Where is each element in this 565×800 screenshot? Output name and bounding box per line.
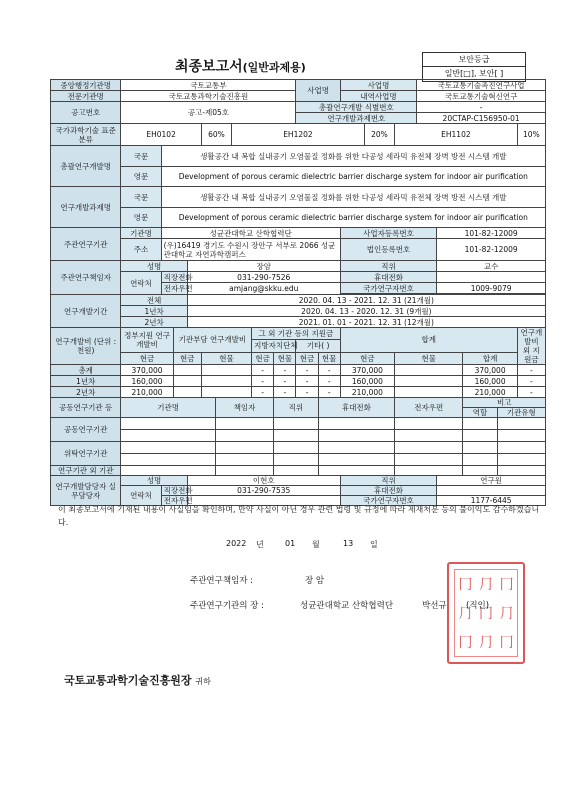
budget-cell: 160,000	[121, 376, 173, 387]
sign-head-name: 박선규	[422, 601, 447, 611]
budget-cell	[395, 376, 463, 387]
notice-value: 공고-제05호	[121, 102, 296, 124]
dept-label: 중앙행정기관명	[51, 80, 121, 91]
addr-label: 주소	[121, 239, 161, 261]
total-id-label: 총괄연구개발 식별번호	[296, 102, 417, 113]
budget-cell: -	[296, 387, 318, 398]
pi-nrid-value: 1009-9079	[437, 283, 546, 294]
project-id-value: 20CTAP-C156950-01	[417, 113, 546, 124]
budget-cell: -	[274, 387, 296, 398]
reg-value: 101-82-12009	[437, 228, 546, 239]
budget-row-total	[51, 365, 546, 376]
total-name-label: 총괄연구개발명	[51, 146, 121, 187]
budget-extra-label: 연구개발비 외 지원금	[517, 328, 545, 365]
staff-nrid-value: 1177-6445	[437, 496, 546, 506]
official-seal-stamp	[447, 562, 525, 664]
project-eng-label: 영문	[121, 208, 161, 228]
budget-row-y1	[51, 376, 546, 387]
pi-email-value: amjang@skku.edu	[187, 283, 340, 295]
staff-name-value: 이현호	[187, 476, 340, 486]
security-label: 보안등급	[423, 53, 525, 67]
budget-inst-inkind: 현물	[201, 352, 251, 364]
pi-title-label: 직위	[340, 261, 437, 272]
period-label: 연구개발기간	[51, 295, 121, 328]
budget-cell	[395, 365, 463, 376]
agency-label: 전문기관명	[51, 91, 121, 102]
footer-suffix: 귀하	[195, 677, 211, 686]
budget-row-label: 총계	[51, 365, 121, 376]
staff-name-label: 성명	[121, 476, 187, 486]
budget-sum-cash: 현금	[340, 352, 394, 364]
joint-note-col: 비고	[463, 398, 546, 408]
budget-sum-label: 합계	[340, 328, 517, 353]
budget-cell: -	[252, 365, 274, 376]
budget-cell: -	[252, 376, 274, 387]
budget-sum-total: 합계	[463, 352, 517, 364]
budget-inst-cash: 현금	[173, 352, 201, 364]
joint-email-col: 전자우편	[395, 398, 463, 418]
project-kor-name: 생활공간 내 복합 실내공기 오염물질 정화를 위한 다공성 세라믹 유전체 장벽 방전 시스템 개발	[161, 187, 545, 208]
budget-local-inkind: 현물	[274, 352, 296, 364]
budget-cell: 210,000	[121, 387, 173, 398]
pi-email-label: 전자우편	[161, 283, 187, 295]
budget-local-cash: 현금	[252, 352, 274, 364]
period-all-value: 2020. 04. 13 - 2021. 12. 31 (21개월)	[187, 295, 545, 306]
budget-cell: -	[318, 376, 340, 387]
staff-contact-label: 연락처	[121, 486, 161, 506]
std-class-2: EH1202	[231, 124, 364, 146]
pi-name-label: 성명	[121, 261, 187, 272]
pi-title-value: 교수	[437, 261, 546, 272]
budget-cell: -	[517, 365, 545, 376]
pi-tel-label: 직장전화	[161, 272, 187, 283]
staff-mobile-value	[437, 486, 546, 496]
total-id-value: -	[417, 102, 546, 113]
budget-cell: -	[517, 387, 545, 398]
budget-cell: 370,000	[463, 365, 517, 376]
budget-etc-inkind: 현물	[318, 352, 340, 364]
pi-mobile-label: 휴대전화	[340, 272, 437, 283]
total-eng-label: 영문	[121, 167, 161, 187]
std-class-3: EH1102	[395, 124, 518, 146]
period-all-label: 전체	[121, 295, 187, 306]
joint-row-1-label: 공동연구기관	[51, 418, 121, 442]
staff-label: 연구개발담당자 실무담당자	[51, 476, 121, 506]
staff-mobile-label: 휴대전화	[340, 486, 437, 496]
notice-label: 공고번호	[51, 102, 121, 124]
budget-cell: -	[318, 365, 340, 376]
budget-cell: -	[296, 365, 318, 376]
budget-cell	[395, 387, 463, 398]
budget-inst-label: 기관부담 연구개발비	[173, 328, 251, 353]
project-id-label: 연구개발과제번호	[296, 113, 417, 124]
budget-cell: -	[318, 387, 340, 398]
period-y1-value: 2020. 04. 13 - 2020. 12. 31 (9개월)	[187, 306, 545, 317]
staff-tel-value: 031-290-7535	[187, 486, 340, 496]
budget-cell	[173, 387, 201, 398]
biz-name-value: 국토교통기술촉진연구사업	[417, 80, 546, 91]
joint-name-col: 기관명	[121, 398, 216, 418]
total-kor-name: 생활공간 내 복합 실내공기 오염물질 정화를 위한 다공성 세라믹 유전체 장벽 방전 시스템 개발	[161, 146, 545, 167]
joint-label: 공동연구기관 등	[51, 398, 121, 418]
budget-cell	[201, 365, 251, 376]
budget-sum-inkind: 현물	[395, 352, 463, 364]
business-label: 사업명	[296, 80, 340, 102]
date-day-unit: 일	[370, 540, 378, 549]
footer-org: 국토교통과학기술진흥원장	[64, 674, 192, 687]
report-form-table	[50, 79, 546, 506]
budget-cell: 210,000	[340, 387, 394, 398]
std-class-label: 국가과학기술 표준분류	[51, 124, 121, 146]
budget-cell: 160,000	[340, 376, 394, 387]
budget-cell: -	[274, 365, 296, 376]
dept-value: 국토교통부	[121, 80, 296, 91]
total-eng-name: Development of porous ceramic dielectric barrier discharge system for indoor air purification	[161, 167, 545, 187]
budget-row-label: 1년차	[51, 376, 121, 387]
joint-type-col: 기관유형	[497, 408, 545, 418]
title-sub: (일반과제용)	[242, 61, 306, 74]
org-label: 주관연구기관	[51, 228, 121, 261]
corp-value: 101-82-12009	[437, 239, 546, 261]
staff-email-label: 전자우편	[161, 496, 187, 506]
pi-nrid-label: 국가연구자번호	[340, 283, 437, 294]
budget-cell: -	[296, 376, 318, 387]
detail-label: 내역사업명	[340, 91, 416, 102]
inst-value: 성균관대학교 산학협력단	[161, 228, 340, 239]
budget-cell: 210,000	[463, 387, 517, 398]
seal-pattern: 冂 ⺆ 冂 ⺆ 冂 ⺆ 冂 ⺆ 冂	[454, 569, 518, 657]
staff-nrid-label: 국가연구자번호	[340, 496, 437, 506]
budget-cell: 370,000	[340, 365, 394, 376]
staff-title-label: 직위	[340, 476, 437, 486]
budget-label: 연구개발비 (단위 : 천원)	[51, 328, 121, 365]
sign-head-label: 주관연구기관의 장 :	[190, 601, 264, 611]
std-class-1-pct: 60%	[201, 124, 231, 146]
pi-mobile-value	[437, 272, 546, 283]
date-month-unit: 월	[312, 540, 320, 549]
sign-pi-label: 주관연구책임자 :	[190, 576, 254, 586]
reg-label: 사업자등록번호	[340, 228, 437, 239]
sign-seal-mark: (직인)	[466, 601, 490, 611]
period-y2-label: 2년차	[121, 317, 187, 328]
addr-value: (우)16419 경기도 수원시 장안구 서부로 2066 성균관대학교 자연과학캠퍼스	[161, 239, 340, 261]
joint-mobile-col: 휴대전화	[318, 398, 394, 418]
budget-cell: -	[517, 376, 545, 387]
std-class-1: EH0102	[121, 124, 201, 146]
joint-row-2-label: 위탁연구기관	[51, 442, 121, 466]
agency-value: 국토교통과학기술진흥원	[121, 91, 296, 102]
inst-label: 기관명	[121, 228, 161, 239]
budget-cell: 160,000	[463, 376, 517, 387]
project-eng-name: Development of porous ceramic dielectric barrier discharge system for indoor air purification	[161, 208, 545, 228]
staff-tel-label: 직장전화	[161, 486, 187, 496]
sign-head-org: 성균관대학교 산학협력단	[300, 601, 394, 611]
security-value: 일반[□], 보안[ ]	[444, 69, 504, 78]
joint-role-col: 역할	[463, 408, 497, 418]
pi-name-value: 장암	[187, 261, 340, 272]
budget-cell: 370,000	[121, 365, 173, 376]
budget-etc-label: 기타( )	[296, 340, 340, 352]
project-kor-label: 국문	[121, 187, 161, 208]
std-class-3-pct: 10%	[517, 124, 545, 146]
page-title	[175, 56, 306, 76]
joint-row-3-label: 연구기관 외 기관	[51, 466, 121, 476]
security-level-box	[422, 52, 526, 82]
budget-cell: -	[252, 387, 274, 398]
budget-row-label: 2년차	[51, 387, 121, 398]
date-year: 2022	[226, 539, 247, 548]
joint-pi-col: 책임자	[215, 398, 273, 418]
staff-title-value: 연구원	[437, 476, 546, 486]
project-name-label: 연구개발과제명	[51, 187, 121, 228]
date-day: 13	[343, 539, 354, 548]
title-main: 최종보고서	[175, 59, 243, 75]
budget-cell: -	[274, 376, 296, 387]
period-y1-label: 1년차	[121, 306, 187, 317]
total-kor-label: 국문	[121, 146, 161, 167]
corp-label: 법인등록번호	[340, 239, 437, 261]
budget-cell	[201, 376, 251, 387]
sign-pi-name: 장 암	[305, 576, 325, 586]
detail-value: 국토교통기술혁신연구	[417, 91, 546, 102]
budget-etc-cash: 현금	[296, 352, 318, 364]
joint-title-col: 직위	[274, 398, 318, 418]
budget-row-y2	[51, 387, 546, 398]
budget-local-label: 지방자치단체	[252, 340, 296, 352]
date-year-unit: 년	[256, 540, 264, 549]
budget-gov-label: 정부지원 연구개발비	[121, 328, 173, 353]
declaration-text: 이 최종보고서에 기재된 내용이 사실임을 확인하며, 만약 사실이 아닌 경우 관련 법령 및 규정에 따라 제재처분 등의 불이익도 감수하겠습니다.	[58, 505, 540, 527]
biz-name-label: 사업명	[340, 80, 416, 91]
std-class-2-pct: 20%	[364, 124, 394, 146]
budget-other-label: 그 외 기관 등의 지원금	[252, 328, 341, 340]
date-month: 01	[285, 539, 296, 548]
budget-cell	[173, 376, 201, 387]
budget-cell	[201, 387, 251, 398]
footer-recipient	[64, 672, 211, 688]
pi-label: 주관연구책임자	[51, 261, 121, 295]
period-y2-value: 2021. 01. 01 - 2021. 12. 31 (12개월)	[187, 317, 545, 328]
budget-cell	[173, 365, 201, 376]
pi-tel-value: 031-290-7526	[187, 272, 340, 283]
budget-gov-cash: 현금	[121, 352, 173, 364]
pi-contact-label: 연락처	[121, 272, 161, 295]
